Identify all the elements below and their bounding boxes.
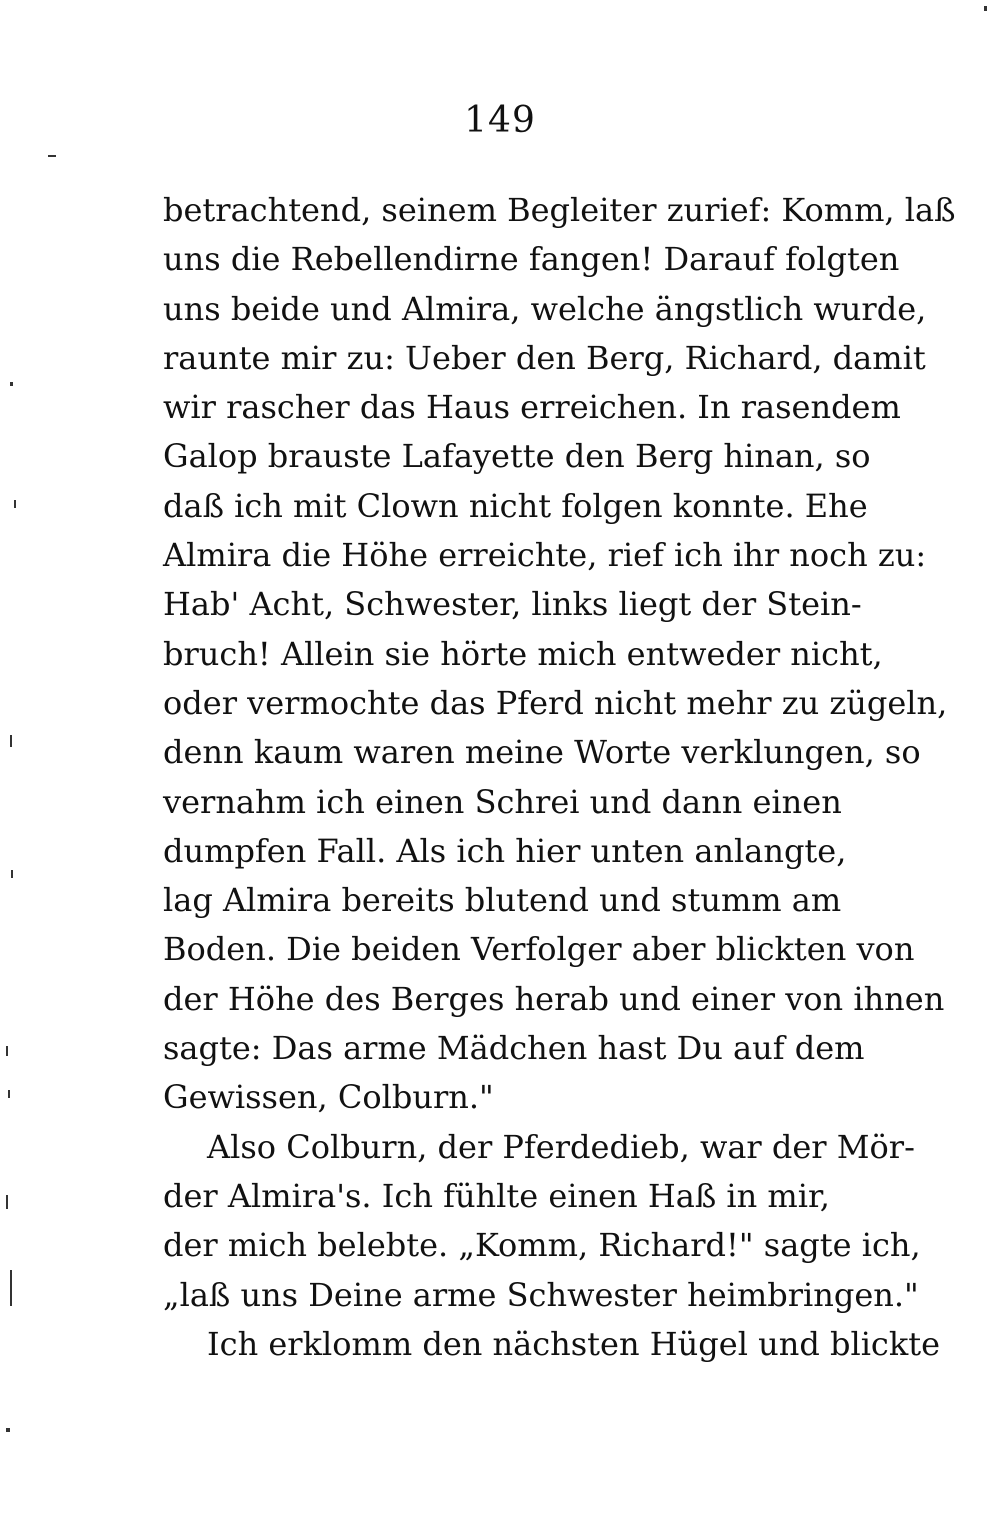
scan-speck [10,1270,12,1306]
text-line: wir rascher das Haus erreichen. In rasendem [163,388,901,427]
text-line: uns beide und Almira, welche ängstlich wurde, [163,289,927,328]
text-line: bruch! Allein sie hörte mich entweder nicht, [163,634,883,673]
text-line: der mich belebte. „Komm, Richard!" sagte ich, [163,1226,921,1265]
scan-speck [8,1090,10,1098]
text-line: oder vermochte das Pferd nicht mehr zu zügeln, [163,683,948,722]
scan-speck [6,1195,8,1209]
scan-speck [6,1428,10,1432]
scan-speck [14,500,16,508]
text-line: Hab' Acht, Schwester, links liegt der Stein- [163,585,862,624]
text-line: sagte: Das arme Mädchen hast Du auf dem [163,1029,865,1068]
text-line: Also Colburn, der Pferdedieb, war der Mör- [207,1127,915,1166]
text-line: lag Almira bereits blutend und stumm am [163,881,842,920]
body-text [163,186,956,1369]
scan-speck [984,6,987,11]
scan-speck [6,1046,8,1056]
scan-speck [48,155,56,157]
text-line: betrachtend, seinem Begleiter zurief: Komm, laß [163,191,956,229]
text-line: denn kaum waren meine Worte verklungen, so [163,733,921,772]
text-line: der Almira's. Ich fühlte einen Haß in mir, [163,1176,830,1215]
text-line: „laß uns Deine arme Schwester heimbringen." [163,1275,919,1314]
scan-speck [10,382,13,386]
text-line: Galop brauste Lafayette den Berg hinan, so [163,437,871,476]
scan-speck [11,870,13,878]
text-line: Gewissen, Colburn." [163,1078,494,1117]
scan-speck [10,735,12,747]
text-line: dumpfen Fall. Als ich hier unten anlangte, [163,831,847,870]
text-line: Almira die Höhe erreichte, rief ich ihr noch zu: [163,536,927,575]
text-line: Boden. Die beiden Verfolger aber blickten von [163,930,915,969]
text-line: uns die Rebellendirne fangen! Darauf folgten [163,240,900,279]
page-number: 149 [464,100,536,141]
text-line: vernahm ich einen Schrei und dann einen [163,782,842,821]
text-line: der Höhe des Berges herab und einer von ihnen [163,979,945,1018]
text-line: raunte mir zu: Ueber den Berg, Richard, damit [163,338,926,377]
text-line: Ich erklomm den nächsten Hügel und blickte [207,1324,941,1363]
text-line: daß ich mit Clown nicht folgen konnte. Ehe [163,486,868,525]
